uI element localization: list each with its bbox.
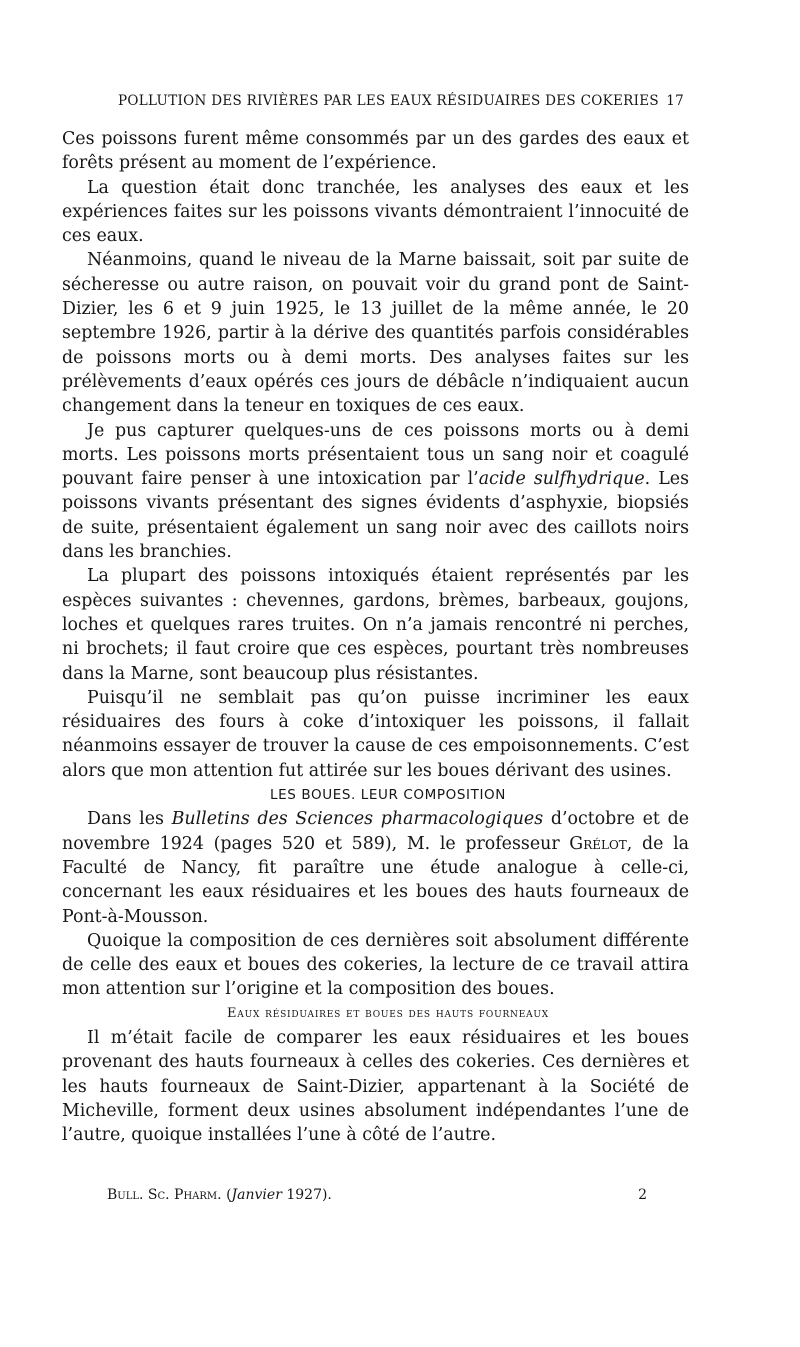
paragraph-2: La question était donc tranchée, les analyses des eaux et les expériences faites sur les poissons vivants démontraient l’innocuité de ces eaux. (62, 177, 689, 247)
running-header (118, 93, 684, 109)
body-text (62, 127, 689, 1147)
footer-journal: Bull. Sc. Pharm. (107, 1187, 222, 1203)
paragraph-1: Ces poissons furent même consommés par un des gardes des eaux et forêts présent au moment de l’expérience. (62, 129, 689, 174)
footer-date-open: ( (221, 1187, 232, 1203)
section-heading-boues: LES BOUES. LEUR COMPOSITION (270, 787, 506, 804)
paragraph-4-text-a: Je pus capturer quelques-uns de ces poissons morts ou à demi morts. Les poissons morts présentaient tous un sang noir et coagulé pouvant faire penser à une intoxication par l’ (62, 420, 689, 490)
running-title: POLLUTION DES RIVIÈRES PAR LES EAUX RÉSIDUAIRES DES COKERIES (118, 93, 659, 109)
paragraph-7-text-a: Dans les (87, 809, 172, 830)
paragraph-7-text-b: d’octobre et de novembre 1924 (pages 520 et 589), M. le professeur (62, 809, 689, 854)
paragraph-4-italic: acide sulfhydrique (478, 469, 645, 490)
author-name: Grélot (569, 833, 627, 854)
paragraph-4 (62, 419, 689, 565)
paragraph-7-text-c: , de la Faculté de Nancy, fit paraître une étude analogue à celle-ci, concernant les eaux résiduaires et les boues des hauts fourneaux de Pont-à-Mousson. (62, 833, 689, 927)
paragraph-3: Néanmoins, quand le niveau de la Marne baissait, soit par suite de sécheresse ou autre raison, on pouvait voir du grand pont de Saint-Dizier, les 6 et 9 juin 1925, le 13 juillet de la même année, le 20 septembre 1926, partir à la dérive des quantités parfois considérables de poissons morts ou à demi morts. Des analyses faites sur les prélèvements d’eaux opérés ces jours de débâcle n’indiquaient aucun changement dans la teneur en toxiques de ces eaux. (62, 250, 689, 417)
section-heading-hauts-fourneaux: Eaux résiduaires et boues des hauts fourneaux (227, 1005, 549, 1021)
paragraph-4-text-b: . Les poissons vivants présentant des signes évidents d’asphyxie, biopsiés de suite, présentaient également un sang noir avec des caillots noirs dans les branchies. (62, 469, 690, 563)
paragraph-9: Il m’était facile de comparer les eaux résiduaires et les boues provenant des hauts fourneaux à celles des cokeries. Ces dernières et les hauts fourneaux de Saint-Dizier, appartenant à la Société de Micheville, forment deux usines absolument indépendantes l’une de l’autre, quoique installées l’une à côté de l’autre. (62, 1027, 689, 1146)
paragraph-7-italic: Bulletins des Sciences pharmacologiques (171, 809, 544, 830)
footer (107, 1187, 647, 1203)
footer-month: Janvier (231, 1187, 282, 1203)
paragraph-7 (62, 807, 689, 928)
footer-date-close: 1927). (281, 1187, 332, 1203)
paragraph-6: Puisqu’il ne semblait pas qu’on puisse incriminer les eaux résiduaires des fours à coke d’intoxiquer les poissons, il fallait néanmoins essayer de trouver la cause de ces empoisonnements. C’est alors que mon attention fut attirée sur les boues dérivant des usines. (62, 687, 689, 781)
paragraph-5: La plupart des poissons intoxiqués étaient représentés par les espèces suivantes : chevennes, gardons, brèmes, barbeaux, goujons, loches et quelques rares truites. On n’a jamais rencontré ni perches, ni brochets; il faut croire que ces espèces, pourtant très nombreuses dans la Marne, sont beaucoup plus résistantes. (62, 566, 689, 684)
page-number: 17 (666, 93, 684, 109)
footer-signature: 2 (638, 1187, 647, 1203)
paragraph-8: Quoique la composition de ces dernières soit absolument différente de celle des eaux et boues des cokeries, la lecture de ce travail attira mon attention sur l’origine et la composition des boues. (62, 930, 689, 1000)
